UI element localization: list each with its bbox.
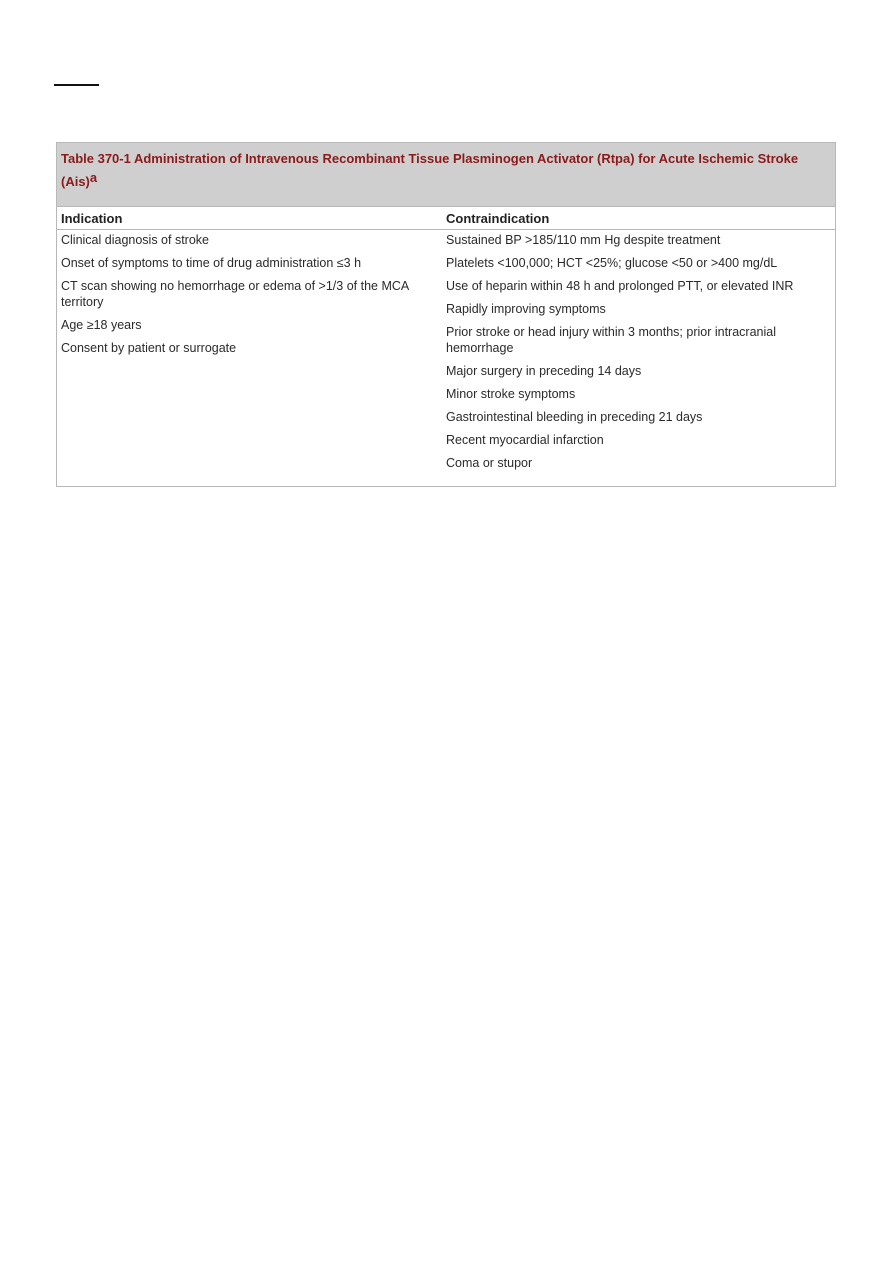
contraindication-item: Rapidly improving symptoms (446, 302, 606, 316)
contraindication-item: Minor stroke symptoms (446, 387, 576, 401)
contraindication-item: Coma or stupor (446, 456, 533, 470)
contraindication-item: Prior stroke or head injury within 3 months; prior intracranial hemorrhage (446, 325, 776, 355)
table-caption (57, 143, 835, 207)
header-indication: Indication (61, 210, 123, 226)
indication-item: Onset of symptoms to time of drug administration ≤3 h (61, 256, 362, 270)
contraindication-item: Platelets <100,000; HCT <25%; glucose <50 or >400 mg/dL (446, 256, 778, 270)
header-contraindication: Contraindication (446, 210, 550, 226)
table-body-row (57, 230, 835, 486)
indication-item: Clinical diagnosis of stroke (61, 233, 209, 247)
contraindication-item: Major surgery in preceding 14 days (446, 364, 642, 378)
table-header-row (57, 207, 835, 230)
contraindication-item: Recent myocardial infarction (446, 433, 604, 447)
indication-item: Consent by patient or surrogate (61, 341, 237, 355)
tpa-table (56, 142, 836, 487)
contraindication-item: Gastrointestinal bleeding in preceding 21 days (446, 410, 703, 424)
table-caption-text: Table 370-1 Administration of Intravenous Recombinant Tissue Plasminogen Activator (Rtpa) for Acute Ischemic Stroke (Ais) (61, 151, 799, 189)
contraindication-item: Sustained BP >185/110 mm Hg despite treatment (446, 233, 721, 247)
table-caption-footnote-marker: a (89, 170, 98, 185)
indication-item: CT scan showing no hemorrhage or edema of >1/3 of the MCA territory (61, 279, 409, 309)
contraindication-column (442, 232, 835, 478)
indication-item: Age ≥18 years (61, 318, 142, 332)
contraindication-item: Use of heparin within 48 h and prolonged PTT, or elevated INR (446, 279, 794, 293)
top-rule (54, 84, 99, 86)
indication-column (57, 232, 442, 478)
